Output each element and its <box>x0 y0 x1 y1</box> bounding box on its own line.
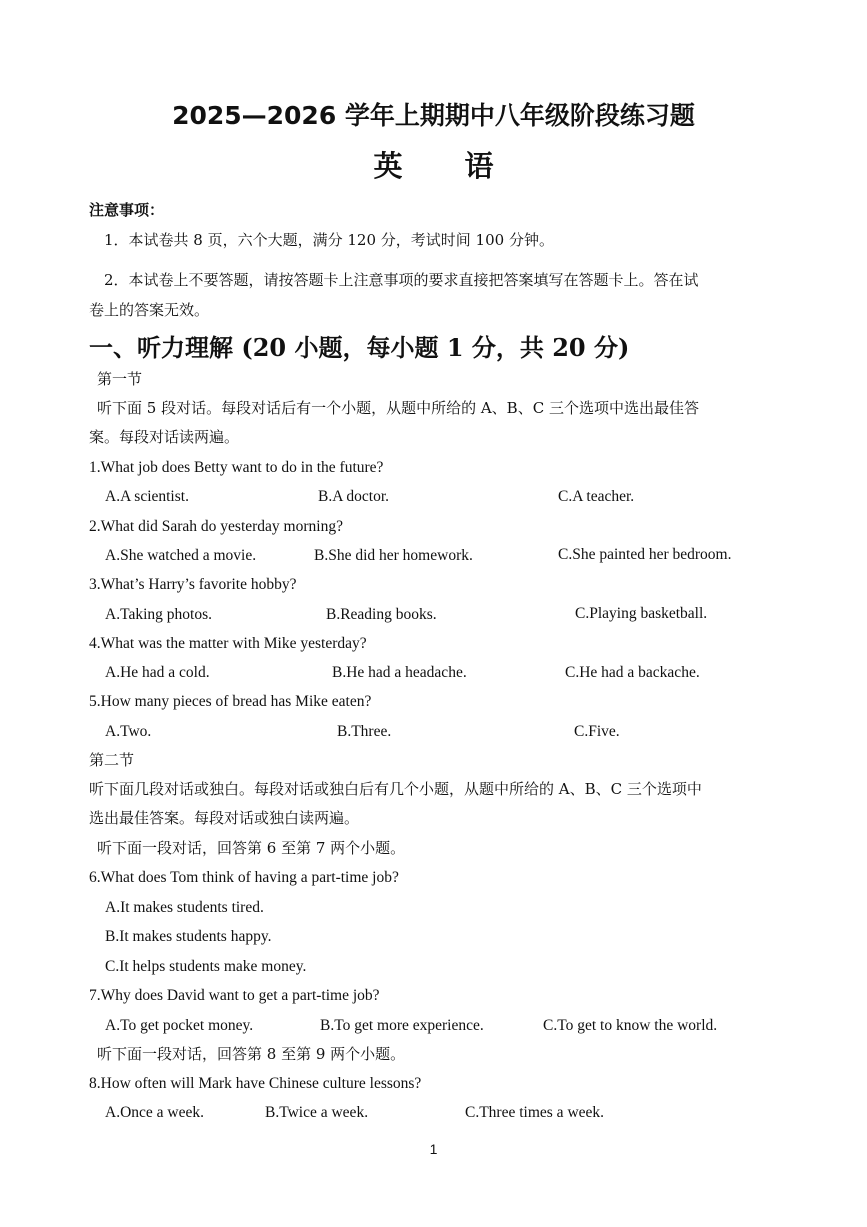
part-1-label: 第一节 <box>97 370 143 388</box>
question-2: 2.What did Sarah do yesterday morning? <box>89 518 343 535</box>
group-1-instruction: 听下面一段对话，回答第 6 至第 7 两个小题。 <box>97 839 406 857</box>
q5-option-b: B.Three. <box>337 723 392 740</box>
q4-option-a: A.He had a cold. <box>105 664 210 681</box>
q6-option-b: B.It makes students happy. <box>105 928 272 945</box>
exam-title: 2025—2026 学年上期期中八年级阶段练习题 <box>172 101 695 130</box>
q1-option-a: A.A scientist. <box>105 488 189 505</box>
notice-item-2-line-2: 卷上的答案无效。 <box>89 301 210 319</box>
q6-option-a: A.It makes students tired. <box>105 899 264 916</box>
q3-option-b: B.Reading books. <box>326 606 437 623</box>
q4-option-b: B.He had a headache. <box>332 664 467 681</box>
question-6: 6.What does Tom think of having a part-time job? <box>89 869 399 886</box>
question-3: 3.What’s Harry’s favorite hobby? <box>89 576 297 593</box>
q5-option-c: C.Five. <box>574 723 620 740</box>
part-1-instructions-line-2: 案。每段对话读两遍。 <box>89 428 240 446</box>
page-number: 1 <box>429 1141 438 1157</box>
q2-option-a: A.She watched a movie. <box>105 547 257 564</box>
notice-item-2-line-1: 2．本试卷上不要答题，请按答题卡上注意事项的要求直接把答案填写在答题卡上。答在试 <box>104 271 699 289</box>
question-1: 1.What job does Betty want to do in the future? <box>89 459 384 476</box>
group-2-instruction: 听下面一段对话，回答第 8 至第 9 两个小题。 <box>97 1045 406 1063</box>
q2-option-b: B.She did her homework. <box>314 547 473 564</box>
q8-option-a: A.Once a week. <box>105 1104 204 1121</box>
section-1-heading: 一、听力理解 (20 小题，每小题 1 分，共 20 分) <box>89 333 630 362</box>
q2-option-c: C.She painted her bedroom. <box>558 546 732 563</box>
q7-option-a: A.To get pocket money. <box>105 1017 254 1034</box>
subject-title: 英语 <box>373 149 556 183</box>
question-4: 4.What was the matter with Mike yesterday? <box>89 635 367 652</box>
q5-option-a: A.Two. <box>105 723 152 740</box>
q7-option-c: C.To get to know the world. <box>543 1017 718 1034</box>
notice-heading: 注意事项： <box>89 201 165 219</box>
part-2-instructions-line-2: 选出最佳答案。每段对话或独白读两遍。 <box>89 809 360 827</box>
question-7: 7.Why does David want to get a part-time job? <box>89 987 380 1004</box>
question-8: 8.How often will Mark have Chinese culture lessons? <box>89 1075 422 1092</box>
q4-option-c: C.He had a backache. <box>565 664 700 681</box>
question-5: 5.How many pieces of bread has Mike eaten? <box>89 693 372 710</box>
part-1-instructions-line-1: 听下面 5 段对话。每段对话后有一个小题，从题中所给的 A、B、C 三个选项中选出最佳答 <box>97 399 699 417</box>
q8-option-c: C.Three times a week. <box>465 1104 605 1121</box>
q3-option-c: C.Playing basketball. <box>575 605 708 622</box>
notice-item-1: 1．本试卷共 8 页，六个大题，满分 120 分，考试时间 100 分钟。 <box>104 231 554 249</box>
part-2-instructions-line-1: 听下面几段对话或独白。每段对话或独白后有几个小题，从题中所给的 A、B、C 三个选项中 <box>89 780 702 798</box>
q3-option-a: A.Taking photos. <box>105 606 212 623</box>
part-2-label: 第二节 <box>89 751 135 769</box>
q7-option-b: B.To get more experience. <box>320 1017 484 1034</box>
q8-option-b: B.Twice a week. <box>265 1104 369 1121</box>
q6-option-c: C.It helps students make money. <box>105 958 307 975</box>
q1-option-b: B.A doctor. <box>318 488 390 505</box>
q1-option-c: C.A teacher. <box>558 488 635 505</box>
